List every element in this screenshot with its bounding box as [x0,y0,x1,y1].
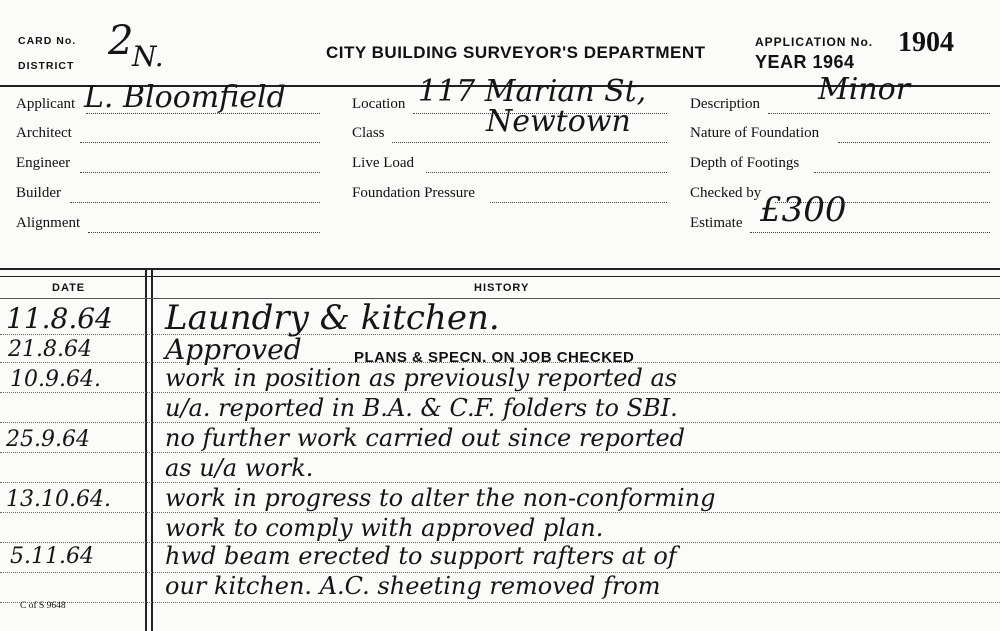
district-value: N. [132,40,164,73]
history-row-text: hwd beam erected to support rafters at of [165,542,677,570]
date-column-divider [145,268,147,631]
engineer-line [80,172,320,173]
alignment-line [88,232,320,233]
history-row-printed-stamp: PLANS & SPECN. ON JOB CHECKED [354,349,635,366]
history-row-text: work in progress to alter the non-conforming [165,484,716,512]
foundation-pressure-label: Foundation Pressure [352,185,475,201]
class-line [392,142,667,143]
nature-of-foundation-label: Nature of Foundation [690,125,820,141]
builder-line [70,202,320,203]
history-rule [0,512,1000,513]
history-rule [0,482,1000,483]
history-row-date: 13.10.64. [6,487,111,512]
history-header-rule [0,298,1000,299]
history-row-date: 25.9.64 [6,427,90,452]
history-row-date: 5.11.64 [10,544,94,569]
depth-of-footings-label: Depth of Footings [690,155,800,171]
application-number: 1904 [898,27,954,58]
engineer-label: Engineer [16,155,71,171]
history-row-text: work in position as previously reported as [165,364,678,392]
history-row-text: Approved [165,333,302,366]
district-label: DISTRICT [18,60,75,72]
form-code: C of S 9648 [20,601,66,611]
class-label: Class [352,125,385,141]
history-row-date: 11.8.64 [6,302,113,335]
location-label: Location [352,96,406,112]
foundation-pressure-line [490,202,667,203]
date-header: DATE [52,282,86,294]
application-label: APPLICATION No. [755,35,874,49]
estimate-label: Estimate [690,215,743,231]
history-row-text: our kitchen. A.C. sheeting removed from [165,572,661,600]
builder-label: Builder [16,185,61,201]
architect-label: Architect [16,125,72,141]
location-value: 117 Marian St, [418,74,647,109]
architect-line [80,142,320,143]
applicant-value: L. Bloomfield [84,80,286,115]
alignment-label: Alignment [16,215,81,231]
location-value-line2: Newtown [486,104,631,139]
history-top-rule [0,268,1000,270]
history-row-date: 10.9.64. [10,367,101,392]
history-row-date: 21.8.64 [8,337,92,362]
history-row-text: work to comply with approved plan. [165,514,604,542]
card-no-label: CARD No. [18,35,77,47]
history-rule [0,422,1000,423]
history-rule [0,334,1000,335]
estimate-value: £300 [760,190,847,230]
history-top-rule-2 [0,276,1000,277]
estimate-line [750,232,990,233]
history-row-text: u/a. reported in B.A. & C.F. folders to SBI. [165,394,678,422]
card-no-value: 2 [108,18,134,64]
history-rule [0,452,1000,453]
department-title: CITY BUILDING SURVEYOR'S DEPARTMENT [326,43,706,62]
history-row-text: Laundry & kitchen. [165,298,500,338]
description-label: Description [690,96,760,112]
nature-of-foundation-line [838,142,990,143]
year-label: YEAR 1964 [755,52,855,72]
history-rule [0,392,1000,393]
history-header: HISTORY [474,282,530,294]
live-load-line [426,172,667,173]
applicant-label: Applicant [16,96,76,112]
depth-of-footings-line [814,172,990,173]
description-value: Minor [818,72,911,107]
history-row-text: no further work carried out since reported [165,424,686,452]
checked-by-label: Checked by [690,185,762,201]
history-rule [0,602,1000,603]
live-load-label: Live Load [352,155,415,171]
date-column-divider-2 [151,268,153,631]
description-line [768,113,990,114]
history-row-text: as u/a work. [165,454,314,482]
